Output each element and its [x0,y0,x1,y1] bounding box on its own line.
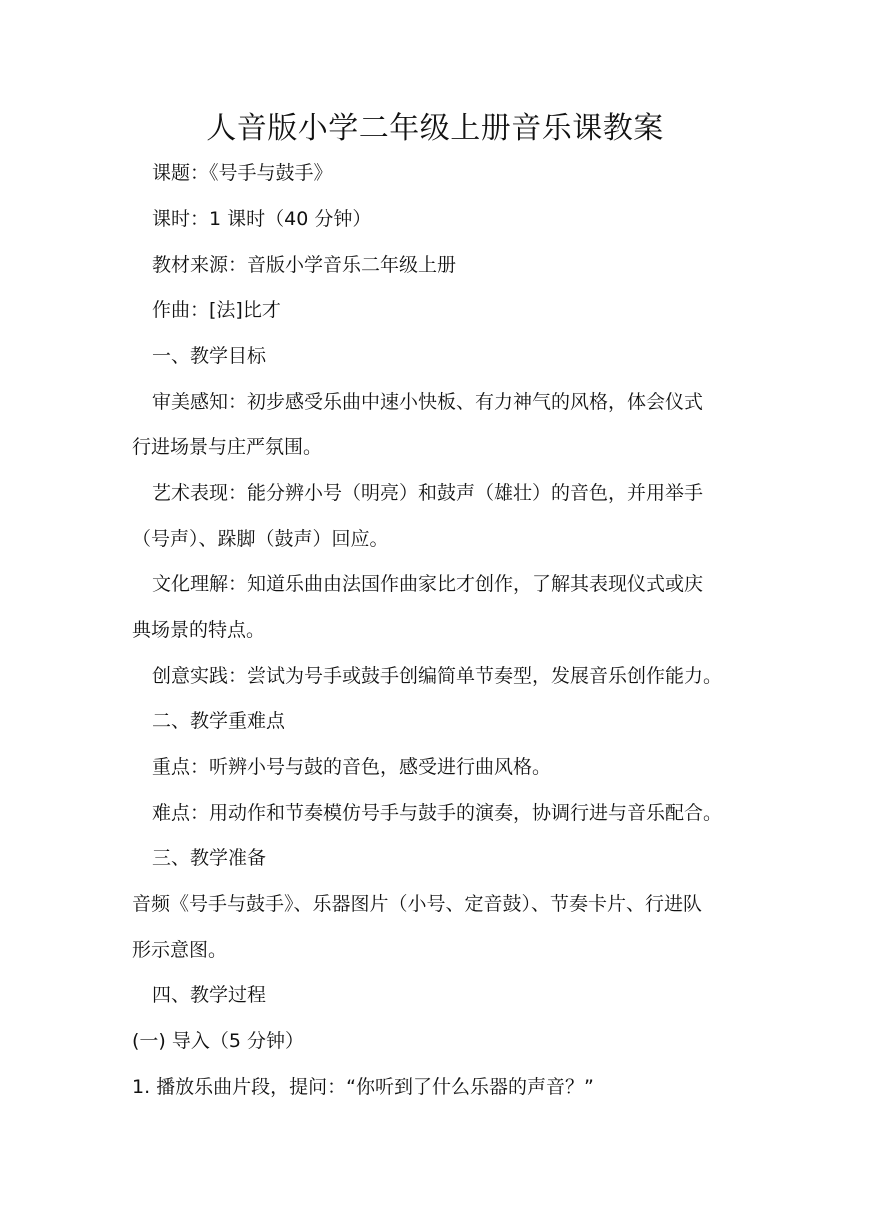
paragraph-line: （号声）、跺脚（鼓声）回应。 [132,528,389,550]
paragraph-line: 行进场景与庄严氛围。 [132,436,323,458]
paragraph-line: 审美感知：初步感受乐曲中速小快板、有力神气的风格，体会仪式 [152,391,704,413]
paragraph-line: 文化理解：知道乐曲由法国作曲家比才创作，了解其表现仪式或庆 [152,573,704,595]
section-heading-preparation: 三、教学准备 [152,847,267,869]
paragraph-line: 创意实践：尝试为号手或鼓手创编简单节奏型，发展音乐创作能力。 [152,665,723,687]
lesson-duration: 课时：1 课时（40 分钟） [152,208,372,230]
textbook-source: 教材来源：音版小学音乐二年级上册 [152,254,457,276]
paragraph-line: 重点：听辨小号与鼓的音色，感受进行曲风格。 [152,756,552,778]
paragraph-line: 典场景的特点。 [132,619,266,641]
subsection-heading: (一) 导入（5 分钟） [132,1030,304,1052]
list-item: 1. 播放乐曲片段，提问：“你听到了什么乐器的声音？” [132,1076,594,1098]
paragraph-line: 形示意图。 [132,939,228,961]
section-heading-key-points: 二、教学重难点 [152,710,286,732]
composer: 作曲：[法]比才 [152,299,281,321]
section-heading-objectives: 一、教学目标 [152,345,267,367]
paragraph-line: 音频《号手与鼓手》、乐器图片（小号、定音鼓）、节奏卡片、行进队 [132,893,703,915]
document-title: 人音版小学二年级上册音乐课教案 [206,111,664,146]
paragraph-line: 难点：用动作和节奏模仿号手与鼓手的演奏，协调行进与音乐配合。 [152,802,723,824]
paragraph-line: 艺术表现：能分辨小号（明亮）和鼓声（雄壮）的音色，并用举手 [152,482,704,504]
lesson-topic: 课题：《号手与鼓手》 [152,162,333,184]
section-heading-process: 四、教学过程 [152,984,267,1006]
